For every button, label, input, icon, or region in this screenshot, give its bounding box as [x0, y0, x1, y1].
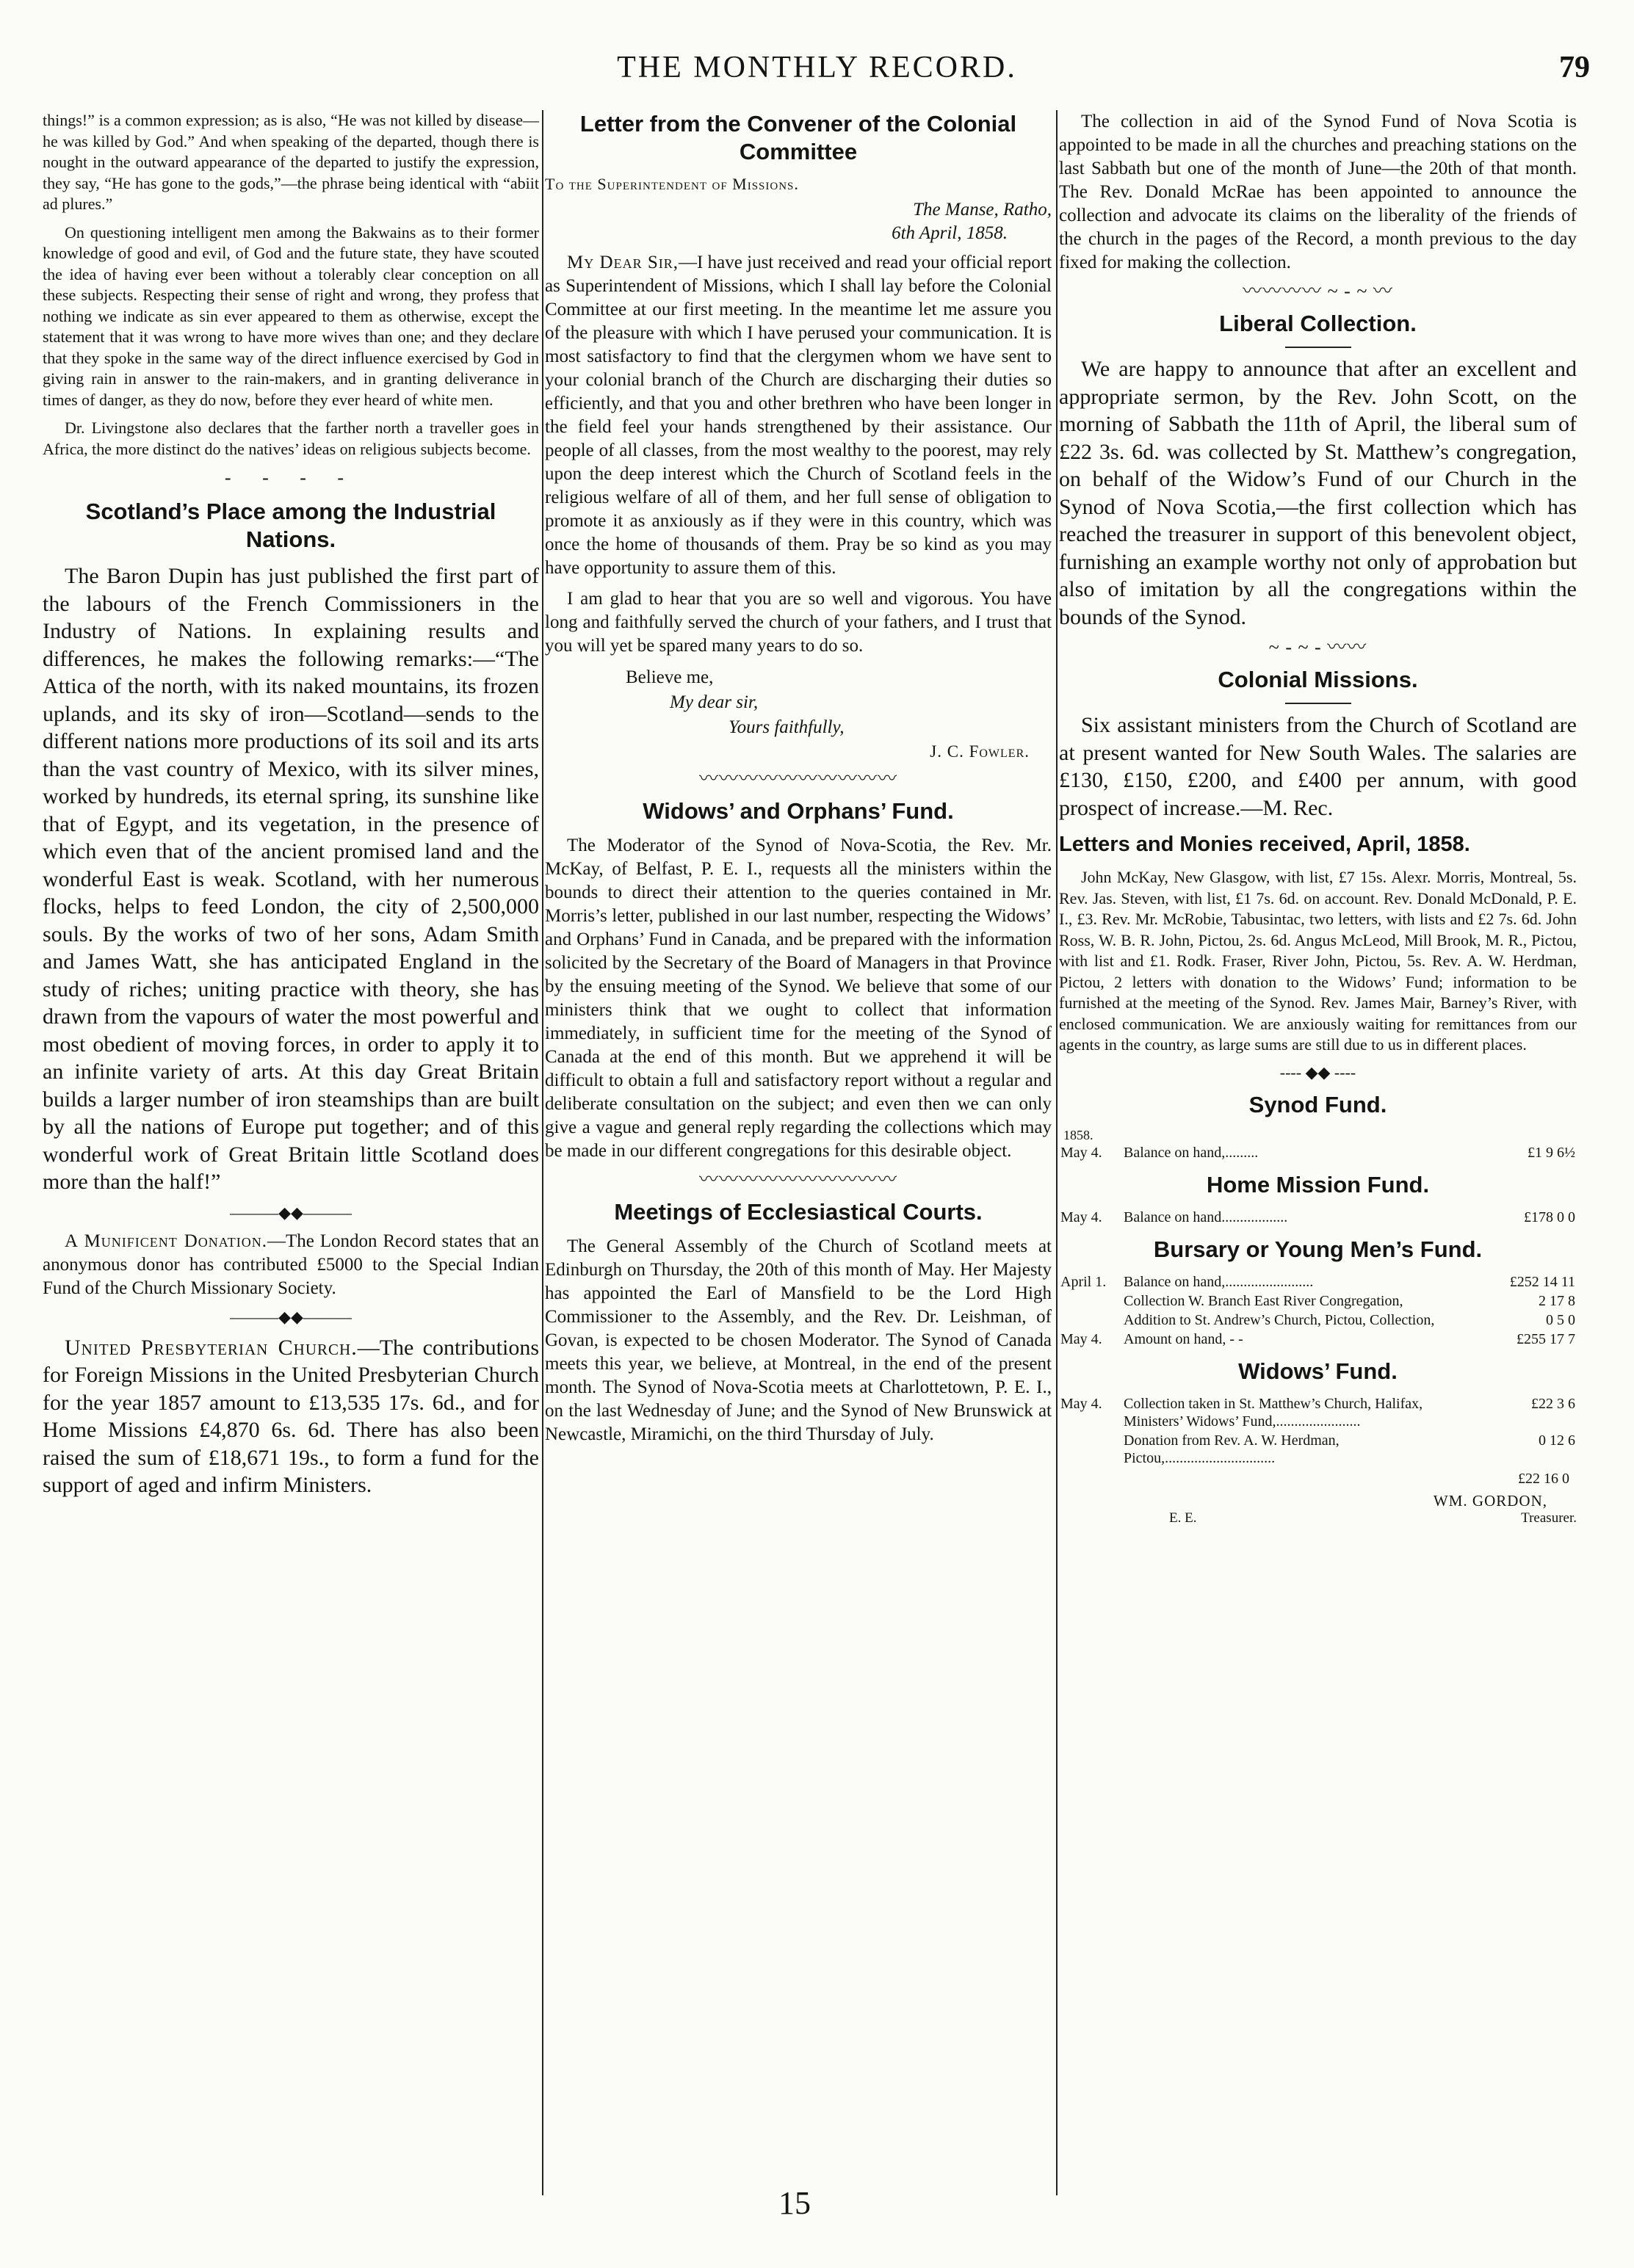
letter-close: Yours faithfully,: [729, 717, 845, 737]
fund-title: Synod Fund.: [1248, 1091, 1387, 1117]
letter-addressee: To the Superintendent of Missions.: [545, 175, 799, 193]
ornament: ———◆◆———: [230, 1307, 352, 1326]
article-title: Scotland’s Place among the Industrial Nations.: [85, 499, 496, 552]
ornament: ---- ◆◆ ----: [1279, 1062, 1356, 1082]
article-body: The Moderator of the Synod of Nova-Scotia, the Rev. Mr. McKay, of Belfast, P. E. I., requests all the ministers within the bounds to direct their attention to the queries contained in Mr. Morris’s letter, published in our last number, respecting the Widows’ and Orphans’ Fund in Canada, and be prepared with the information solicited by the Secretary of the Board of Managers in that Province by the ensuing meeting of the Synod. We believe that some of our ministers think that we ought to collect that information immediately, in sufficient time for the meeting of the Synod of Canada at the end of this month. But we apprehend it will be difficult to obtain a full and satisfactory report without a regular and deliberate consultation on the subject; and even then we can only give a vague and general reply regarding the collections which may be made in our different congregations for this desirable object.: [545, 836, 1052, 1161]
salutation: My Dear Sir,: [567, 253, 679, 272]
ledger-row: [1059, 1330, 1577, 1349]
ledger-row: [1059, 1311, 1577, 1330]
ledger-date: [1059, 1431, 1110, 1468]
page-number: 79: [1559, 51, 1590, 84]
treasurer-line: [1169, 1492, 1577, 1510]
ledger-amount: £1 9 6½: [1528, 1144, 1575, 1161]
signature-mark: 15: [778, 2185, 811, 2221]
column-divider-1: [542, 110, 543, 2195]
ledger-row: [1059, 1394, 1577, 1431]
letter-signature: J. C. Fowler.: [930, 742, 1030, 761]
short-rule: [1285, 347, 1351, 348]
ledger-desc: Collection taken in St. Matthew’s Church, Halifax, Ministers’ Widows’ Fund,.......................: [1124, 1395, 1423, 1430]
ledger-date: May 4.: [1060, 1330, 1102, 1347]
ledger-total: £22 16 0: [1518, 1470, 1569, 1487]
ledger-amount: £178 0 0: [1524, 1209, 1575, 1225]
paragraph-text: —The London Record states that an anonymous donor has contributed £5000 to the Special Indian Fund of the Church Missionary Society.: [43, 1231, 539, 1298]
ledger-desc: Balance on hand,.........: [1124, 1144, 1259, 1161]
article-paragraph: [43, 1230, 539, 1300]
ledger-date: May 4.: [1060, 1144, 1102, 1161]
ledger-desc: Balance on hand,........................: [1124, 1273, 1314, 1290]
ledger-row: [1059, 1272, 1577, 1291]
ledger-amount: 0 12 6: [1539, 1432, 1575, 1449]
fund-title: Widows’ Fund.: [1238, 1358, 1398, 1384]
ledger-bursary: [1059, 1272, 1577, 1349]
article-title: Widows’ and Orphans’ Fund.: [643, 798, 954, 824]
paragraph-text: —I have just received and read your official report as Superintendent of Missions, which I shall lay before the Colonial Committee at our first meeting. In the meantime let me assure you of the pleasure with which I have perused your communication. It is most satisfactory to find that the clergymen whom we have sent to your colonial branch of the Church are discharging their duties so efficiently, and that you and other brethren who have been longer in the field feel your hands strengthened by their assistance. Our people of all classes, from the most wealthy to the poorest, may rely upon the deep interest which the Church of Scotland feels in the religious welfare of all of them, and her full sense of obligation to promote it as anxiously as if they were in this country, which was once the home of thousands of them. Pray be so kind as you may have opportunity to assure them of this.: [545, 253, 1052, 578]
ledger-date: May 4.: [1060, 1209, 1102, 1225]
short-rule: [1285, 703, 1351, 704]
ledger-year: 1858.: [1063, 1127, 1093, 1142]
letter-dateline: The Manse, Ratho,: [913, 200, 1052, 220]
article-title: Letters and Monies received, April, 1858.: [1059, 833, 1470, 856]
ledger-amount: 2 17 8: [1539, 1292, 1575, 1309]
ledger-date: [1059, 1291, 1110, 1311]
letter-close: My dear sir,: [670, 692, 759, 712]
wavy-rule: ~ - ~ - 〰〰: [1268, 637, 1367, 658]
running-title: THE MONTHLY RECORD.: [617, 51, 1017, 84]
ledger-desc: Amount on hand, - -: [1124, 1330, 1243, 1347]
ledger-desc: Addition to St. Andrew’s Church, Pictou, Collection,: [1124, 1311, 1435, 1328]
ledger-amount: £22 3 6: [1531, 1395, 1575, 1412]
article-title: Liberal Collection.: [1219, 311, 1417, 336]
run-in-head: A Munificent Donation.: [65, 1231, 267, 1251]
fund-title: Bursary or Young Men’s Fund.: [1153, 1236, 1483, 1262]
ledger-desc: Donation from Rev. A. W. Herdman, Pictou,..............................: [1124, 1432, 1340, 1466]
ledger-amount: £255 17 7: [1516, 1330, 1575, 1347]
wavy-rule: 〰〰〰〰〰〰〰〰〰〰: [698, 768, 897, 789]
run-in-head: United Presbyterian Church.: [65, 1335, 358, 1360]
treasurer-title: Treasurer.: [1521, 1510, 1577, 1526]
ledger-row: [1059, 1431, 1577, 1468]
column-1: [43, 110, 539, 1507]
article-title: Colonial Missions.: [1218, 667, 1418, 692]
ornament: ———◆◆———: [230, 1203, 352, 1222]
treasurer-name: WM. GORDON,: [1433, 1491, 1547, 1510]
paragraph-text: —The contributions for Foreign Missions in the United Presbyterian Church for the year 1857 amount to £13,535 17s. 6d., and for Home Missions £4,870 6s. 6d. There has also been raised the sum of £18,671 19s., to form a fund for the support of aged and infirm Ministers.: [43, 1335, 539, 1497]
article-body: We are happy to announce that after an excellent and appropriate sermon, by the Rev. John Scott, on the morning of Sabbath the 11th of April, the liberal sum of £22 3s. 6d. was collected by St. Matthew’s congregation, on behalf of the Widow’s Fund of our Church in the Synod of Nova Scotia,—the first collection which has reached the treasurer in support of this benevolent object, furnishing an example worthy not only of approbation but also of imitation by all the congregations within the bounds of the Synod.: [1059, 357, 1577, 629]
letter-close: Believe me,: [626, 667, 714, 687]
ledger-home-mission: [1059, 1208, 1577, 1227]
treasurer-initials: E. E.: [1169, 1510, 1197, 1526]
article-paragraph: [43, 1334, 539, 1499]
fund-title: Home Mission Fund.: [1206, 1171, 1430, 1198]
ledger-date: May 4.: [1060, 1395, 1102, 1412]
article-continuation: Dr. Livingstone also declares that the farther north a traveller goes in Africa, the more distinct do the natives’ ideas on religious subjects become.: [43, 419, 539, 458]
article-body: John McKay, New Glasgow, with list, £7 15s. Alexr. Morris, Montreal, 5s. Rev. Jas. Steven, with list, £1 7s. 6d. on account. Rev. Donald McDonald, P. E. I., £3. Rev. Mr. McRobie, Tabusintac, two letters, with lists and £2 7s. 6d. John Ross, W. B. R. John, Pictou, 2s. 6d. Angus McLeod, Mill Brook, M. R., Pictou, with list and £1. Rodk. Fraser, River John, Pictou, 5s. Rev. A. W. Herdman, Pictou, 2 letters with donation to the Widows’ Fund; information to be furnished at the meeting of the Synod. Rev. James Mair, Barney’s River, with enclosed communication. We are anxiously waiting for remittances from our agents in the country, as large sums are still due to us in different places.: [1059, 868, 1577, 1054]
ledger-desc: Collection W. Branch East River Congregation,: [1124, 1292, 1403, 1309]
ledger-row: [1059, 1143, 1577, 1162]
ledger-date: April 1.: [1060, 1273, 1107, 1290]
article-continuation: things!” is a common expression; as is also, “He was not killed by disease—he was killed by God.” And when speaking of the departed, though there is nought in the outward appearance of the departed to justify the expression, they say, “He has gone to the gods,”—the phrase being identical with “abiit ad plures.”: [43, 111, 539, 213]
ledger-amount: 0 5 0: [1546, 1311, 1575, 1328]
ledger-amount: £252 14 11: [1509, 1273, 1575, 1290]
ledger-desc: Balance on hand..................: [1124, 1209, 1288, 1225]
page-header: [44, 43, 1590, 94]
article-body: The Baron Dupin has just published the first part of the labours of the French Commissioners in the Industry of Nations. In explaining results and differences, he makes the following remarks:—“The Attica of the north, with its naked mountains, its frozen uplands, and its sky of iron—Scotland—sends to the different nations more productions of its soil and its arts than the vast country of Mexico, with its silver mines, worked by hundreds, its eternal spring, its sunshine like that of Egypt, and its vegetation, in the presence of which even that of the ancient promised land and the wonderful East is weak. Scotland, with her numerous flocks, helps to feed London, the city of 2,500,000 souls. By the works of two of her sons, Adam Smith and James Watt, she has anticipated England in the study of riches; uniting practice with theory, she has drawn from the vapours of water the most powerful and most obedient of moving forces, in order to apply it to an infinite variety of arts. At this day Great Britain builds a larger number of iron steamships than are built by all the nations of Europe put together; and of this wonderful work of Great Britain little Scotland does more than the half!”: [43, 564, 539, 1194]
ledger-synod-fund: [1059, 1143, 1577, 1162]
article-body: The General Assembly of the Church of Scotland meets at Edinburgh on Thursday, the 20th of this month of May. Her Majesty has appointed the Earl of Mansfield to be the Lord High Commissioner to the Assembly, and the Rev. Dr. Leishman, of Govan, is expected to be chosen Moderator. The Synod of Canada meets this year, we believe, at Montreal, in the end of the present month. The Synod of Nova-Scotia meets at Charlottetown, P. E. I., on the last Wednesday of June; and the Synod of New Brunswick at Newcastle, Miramichi, on the third Thursday of July.: [545, 1236, 1052, 1444]
ledger-row: [1059, 1291, 1577, 1311]
letter-paragraph: I am glad to hear that you are so well and vigorous. You have long and faithfully served the church of your fathers, and I trust that you will yet be spared many years to do so.: [545, 589, 1052, 656]
article-continuation: On questioning intelligent men among the Bakwains as to their former knowledge of good and evil, of God and the future state, they have scouted the idea of having ever been without a tolerably clear conception on all these subjects. Respecting their sense of right and wrong, they profess that nothing we indicate as sin ever appeared to them as otherwise, except the statement that it was wrong to have more wives than one; and they declare that they spoke in the same way of the direct influence exercised by God in giving rain in answer to the rain-makers, and in granting deliverance in times of danger, as they do now, before they ever heard of white men.: [43, 222, 539, 409]
column-2: [545, 110, 1052, 1454]
column-divider-2: [1056, 110, 1058, 2195]
ledger-row: [1059, 1208, 1577, 1227]
treasurer-line: [1169, 1510, 1577, 1526]
letter-dateline: 6th April, 1858.: [892, 223, 1008, 243]
wavy-rule: 〰〰〰〰〰〰〰〰〰〰: [698, 1169, 897, 1190]
article-title: Letter from the Convener of the Colonial Committee: [579, 111, 1017, 164]
letter-paragraph: [545, 251, 1052, 580]
notice-paragraph: The collection in aid of the Synod Fund of Nova Scotia is appointed to be made in all the churches and preaching stations on the last Sabbath but one of the month of June—the 20th of that month. The Rev. Donald McRae has been appointed to announce the collection and advocate its claims on the liberality of the friends of the church in the pages of the Record, a month previous to the day fixed for making the collection.: [1059, 112, 1577, 272]
column-3: [1059, 110, 1577, 1526]
ledger-date: [1059, 1311, 1110, 1330]
wavy-rule: 〰〰〰〰 ~ - ~ 〰: [1243, 280, 1393, 302]
article-body: Six assistant ministers from the Church of Scotland are at present wanted for New South Wales. The salaries are £130, £150, £200, and £400 per annum, with good prospect of increase.—M. Rec.: [1059, 713, 1577, 820]
ledger-widows-fund: [1059, 1394, 1577, 1468]
article-title: Meetings of Ecclesiastical Courts.: [614, 1199, 983, 1225]
section-separator: - - - -: [224, 467, 358, 488]
